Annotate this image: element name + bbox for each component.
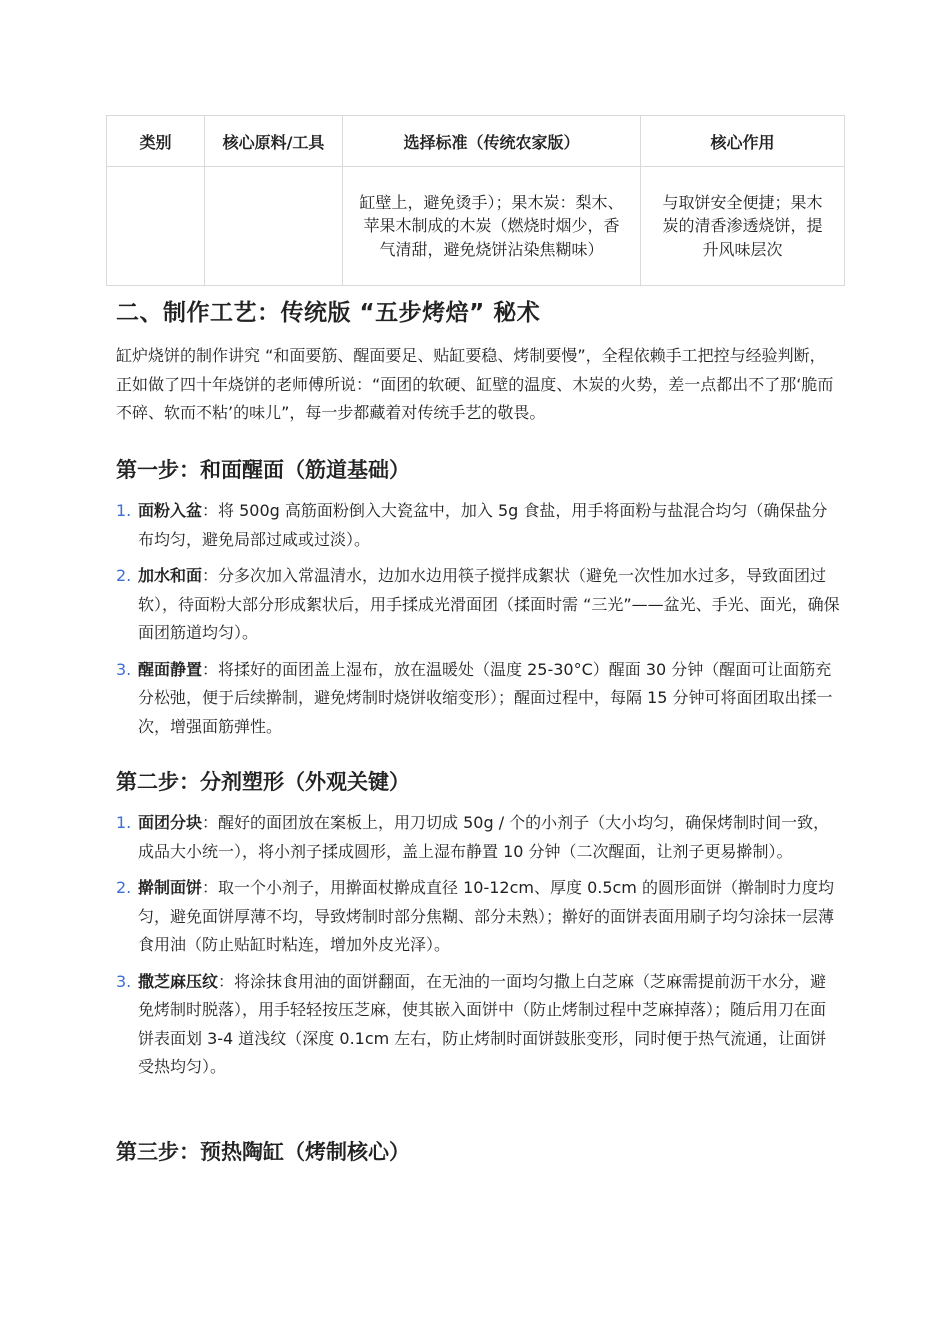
table-header-material: 核心原料/工具 <box>205 116 343 167</box>
table-header-row <box>107 116 845 167</box>
list-term: 擀制面饼 <box>138 878 203 897</box>
table-cell-category <box>107 167 205 286</box>
list-number: 3. <box>116 659 132 679</box>
list-item <box>116 656 840 742</box>
list-text: ：将 500g 高筋面粉倒入大瓷盆中，加入 5g 食盐，用手将面粉与盐混合均匀（确保盐分布均匀，避免局部过咸或过淡）。 <box>138 501 828 549</box>
section-title: 二、制作工艺：传统版 “五步烤焙” 秘术 <box>116 300 541 326</box>
list-item <box>116 809 840 866</box>
list-text: ：取一个小剂子，用擀面杖擀成直径 10-12cm、厚度 0.5cm 的圆形面饼（擀制时力度均匀，避免面饼厚薄不均，导致烤制时部分焦糊、部分未熟）；擀好的面饼表面用刷子均匀涂抹一层薄食用油（防止贴缸时粘连，增加外皮光泽）。 <box>138 878 835 954</box>
list-item <box>116 497 840 554</box>
list-term: 撒芝麻压纹 <box>138 971 219 991</box>
list-number: 1. <box>116 813 132 832</box>
table-row <box>107 167 845 286</box>
list-number: 1. <box>116 501 132 520</box>
table-header-category: 类别 <box>107 116 205 167</box>
list-number: 3. <box>116 971 132 991</box>
step3-title: 第三步：预热陶缸（烤制核心） <box>116 1140 410 1164</box>
ingredients-table <box>106 115 845 286</box>
table-cell-material <box>205 167 343 286</box>
table-cell-standard: 缸壁上，避免烫手）；果木炭：梨木、苹果木制成的木炭（燃烧时烟少，香气清甜，避免烧饼沾染焦糊味） <box>343 167 641 286</box>
table-header-function: 核心作用 <box>641 116 845 167</box>
section-intro: 缸炉烧饼的制作讲究 “和面要筋、醒面要足、贴缸要稳、烤制要慢”，全程依赖手工把控与经验判断，正如做了四十年烧饼的老师傅所说：“面团的软硬、缸壁的温度、木炭的火势，差一点都出不了那‘脆而不碎、软而不粘’的味儿”，每一步都藏着对传统手艺的敬畏。 <box>116 346 834 422</box>
list-text: ：将涂抹食用油的面饼翻面，在无油的一面均匀撒上白芝麻（芝麻需提前沥干水分，避免烤制时脱落），用手轻轻按压芝麻，使其嵌入面饼中（防止烤制过程中芝麻掉落）；随后用刀在面饼表面划 3-4 道浅纹（深度 0.1cm 左右，防止烤制时面饼鼓胀变形，同时便于热气流通，让面饼受热均匀）。 <box>138 971 827 1076</box>
list-item <box>116 968 840 1082</box>
step1-list <box>116 497 840 749</box>
list-text: ：醒好的面团放在案板上，用刀切成 50g / 个的小剂子（大小均匀，确保烤制时间一致，成品大小统一），将小剂子揉成圆形，盖上湿布静置 10 分钟（二次醒面，让剂子更易擀制）。 <box>138 813 830 861</box>
list-number: 2. <box>116 878 132 897</box>
list-number: 2. <box>116 566 132 585</box>
list-text: ：分多次加入常温清水，边加水边用筷子搅拌成絮状（避免一次性加水过多，导致面团过软），待面粉大部分形成絮状后，用手揉成光滑面团（揉面时需 “三光”——盆光、手光、面光，确保面团筋道均匀）。 <box>138 566 840 642</box>
list-term: 面团分块 <box>138 813 203 832</box>
step2-list <box>116 809 840 1090</box>
list-term: 醒面静置 <box>138 659 203 679</box>
list-term: 加水和面 <box>138 566 203 585</box>
list-item <box>116 874 840 960</box>
step1-title: 第一步：和面醒面（筋道基础） <box>116 458 410 482</box>
list-text: ：将揉好的面团盖上湿布，放在温暖处（温度 25-30°C）醒面 30 分钟（醒面可让面筋充分松弛，便于后续擀制，避免烤制时烧饼收缩变形）；醒面过程中，每隔 15 分钟可将面团取出揉一次，增强面筋弹性。 <box>138 659 833 736</box>
table-header-standard: 选择标准（传统农家版） <box>343 116 641 167</box>
list-term: 面粉入盆 <box>138 501 203 520</box>
list-item <box>116 562 840 648</box>
table-cell-function: 与取饼安全便捷；果木炭的清香渗透烧饼，提升风味层次 <box>641 167 845 286</box>
step2-title: 第二步：分剂塑形（外观关键） <box>116 770 410 794</box>
